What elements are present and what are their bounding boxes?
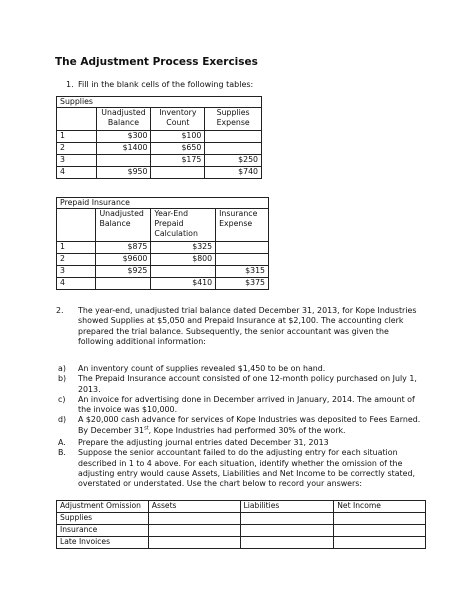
table-cell: $375: [216, 278, 269, 290]
item-label: b): [58, 374, 67, 384]
question-1: [66, 80, 254, 89]
row-label: 2: [57, 254, 96, 266]
list-item: [58, 415, 428, 436]
list-item: [58, 448, 428, 489]
item-label: B.: [58, 448, 66, 458]
header-cell: Net Income: [334, 501, 426, 513]
question-2: [56, 306, 423, 347]
row-label: 1: [57, 131, 97, 143]
list-item: [58, 374, 428, 395]
answer-cell[interactable]: [334, 537, 426, 549]
table-title: Supplies: [57, 97, 262, 108]
table-cell: [216, 242, 269, 254]
table-title: Prepaid Insurance: [57, 198, 269, 209]
item-label: c): [58, 394, 66, 404]
table-cell: $315: [216, 266, 269, 278]
row-label: 3: [57, 266, 96, 278]
answer-cell[interactable]: [334, 525, 426, 537]
row-label: 3: [57, 155, 97, 167]
item-label: A.: [58, 438, 66, 447]
header-cell: [57, 209, 96, 242]
item-text: A $20,000 cash advance for services of Kope Industries was deposited to Fees Earned. By December 31: [78, 415, 421, 435]
row-label: Insurance: [57, 525, 149, 537]
answer-cell[interactable]: [148, 537, 240, 549]
table-cell: $175: [151, 155, 205, 167]
table-cell: [96, 155, 151, 167]
table-cell: $925: [96, 266, 151, 278]
table-cell: $1400: [96, 143, 151, 155]
table-cell: [205, 131, 262, 143]
header-cell: Inventory Count: [151, 108, 205, 131]
omission-chart-table: [56, 500, 426, 549]
question-text: Fill in the blank cells of the following tables:: [78, 80, 254, 89]
table-cell: $950: [96, 167, 151, 179]
answer-cell[interactable]: [240, 525, 334, 537]
header-cell: Insurance Expense: [216, 209, 269, 242]
item-text: Suppose the senior accountant failed to do the adjusting entry for each situation described in 1 to 4 above. For each situation, identify whether the omission of the adjusting entry would cause Assets, Liabilities and Net Income to be correctly stated, overstated or understated. Use the chart below to record your answers:: [78, 448, 415, 489]
tasks-list: [58, 438, 428, 489]
item-label: a): [58, 364, 66, 373]
answer-cell[interactable]: [148, 525, 240, 537]
table-cell: $9600: [96, 254, 151, 266]
list-item: [58, 395, 428, 416]
table-cell: $325: [151, 242, 216, 254]
item-text: An inventory count of supplies revealed $1,450 to be on hand.: [78, 364, 326, 373]
header-cell: Adjustment Omission: [57, 501, 149, 513]
table-cell: [205, 143, 262, 155]
header-cell: Supplies Expense: [205, 108, 262, 131]
header-cell: [57, 108, 97, 131]
answer-cell[interactable]: [334, 513, 426, 525]
row-label: Supplies: [57, 513, 149, 525]
row-label: 4: [57, 278, 96, 290]
header-cell: Unadjusted Balance: [96, 209, 151, 242]
row-label: 2: [57, 143, 97, 155]
list-item: [58, 364, 428, 374]
row-label: 1: [57, 242, 96, 254]
table-cell: [96, 278, 151, 290]
table-cell: [151, 167, 205, 179]
table-cell: $410: [151, 278, 216, 290]
item-label: d): [58, 415, 67, 425]
row-label: Late Invoices: [57, 537, 149, 549]
table-cell: $650: [151, 143, 205, 155]
item-text: The Prepaid Insurance account consisted of one 12-month policy purchased on July 1, 2013.: [78, 374, 417, 394]
question-number: 1.: [66, 80, 74, 89]
superscript: st: [144, 425, 149, 432]
answer-cell[interactable]: [240, 513, 334, 525]
row-label: 4: [57, 167, 97, 179]
table-cell: $875: [96, 242, 151, 254]
answer-cell[interactable]: [148, 513, 240, 525]
table-cell: [151, 266, 216, 278]
table-cell: $250: [205, 155, 262, 167]
item-text: Prepare the adjusting journal entries dated December 31, 2013: [78, 438, 329, 447]
answer-cell[interactable]: [240, 537, 334, 549]
item-text: , Kope Industries had performed 30% of the work.: [148, 425, 346, 435]
header-cell: Liabilities: [240, 501, 334, 513]
table-cell: [216, 254, 269, 266]
question-text: The year-end, unadjusted trial balance dated December 31, 2013, for Kope Industries showed Supplies at $5,050 and Prepaid Insurance at $2,100. The accounting clerk prepared the trial balance. Subsequently, the senior accountant was given the following additional information:: [78, 306, 417, 346]
table-cell: $740: [205, 167, 262, 179]
table-cell: $800: [151, 254, 216, 266]
additional-info-list: [58, 364, 428, 436]
table-cell: $300: [96, 131, 151, 143]
supplies-table: [56, 96, 262, 179]
page-title: The Adjustment Process Exercises: [55, 56, 258, 68]
table-cell: $100: [151, 131, 205, 143]
item-text: An invoice for advertising done in December arrived in January, 2014. The amount of the invoice was $10,000.: [78, 394, 415, 415]
question-number: 2.: [56, 306, 64, 315]
header-cell: Unadjusted Balance: [96, 108, 151, 131]
list-item: [58, 438, 428, 448]
prepaid-insurance-table: [56, 197, 269, 290]
header-cell: Year-End Prepaid Calculation: [151, 209, 216, 242]
header-cell: Assets: [148, 501, 240, 513]
